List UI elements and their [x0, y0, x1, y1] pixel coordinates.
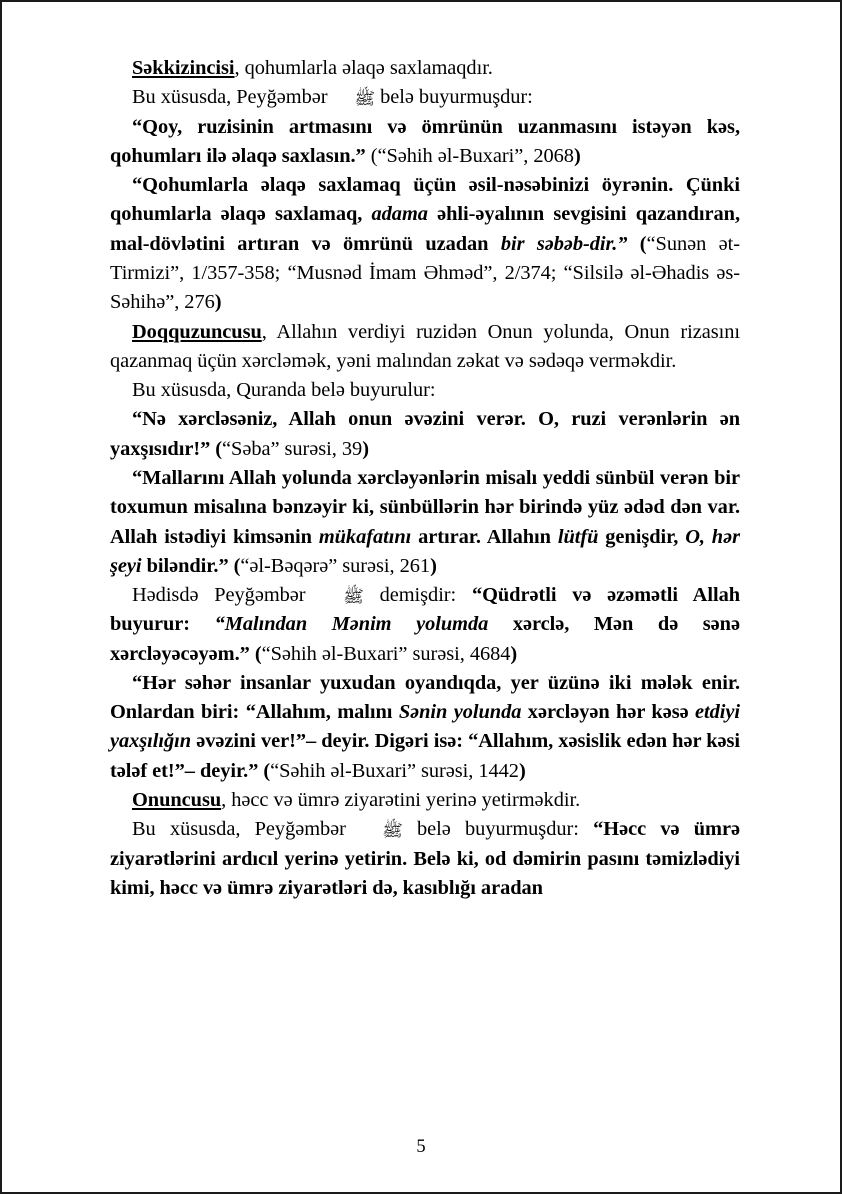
paragraph-12-hadith-quote — [110, 815, 740, 903]
quran-emphasis-lutfu: lütfü — [557, 525, 599, 548]
hadith-source-close-paren: ) — [214, 291, 222, 314]
quran-quote-part-3: genişdir, — [598, 525, 686, 548]
hadith-emphasis-bir-sebeb-dir: bir səbəb-dir.” — [500, 232, 628, 255]
quran-emphasis-mukafatini: mükafatını — [318, 525, 412, 548]
hadith-source-text: “Səhih əl-Buxari” surəsi, 1442 — [270, 759, 519, 782]
quran-source-text: “əl-Bəqərə” surəsi, 261 — [240, 554, 431, 577]
paragraph-11 — [110, 786, 740, 815]
paragraph-8-quran-quote — [110, 464, 740, 581]
quran-source-close-paren: ) — [430, 554, 437, 577]
paragraph-12-lead: Bu xüsusda, Peyğəmbər — [132, 818, 361, 841]
paragraph-6-text: Bu xüsusda, Quranda belə buyurulur: — [132, 379, 436, 402]
hadith-quote-text: “Həcc və ümrə ziyarətlərini ardıcıl yerinə yetirin. Belə ki, od dəmirin pasını təmizlədiyi kimi, həcc və ümrə ziyarətləri də, kasıblığı aradan — [110, 818, 740, 899]
paragraph-5-text: , Allahın verdiyi ruzidən Onun yolunda, Onun rizasını qazanmaq üçün xərcləmək, yəni malından zəkat və sədəqə verməkdir. — [110, 320, 740, 372]
hadith-emphasis-senin-yolunda: Sənin yolunda — [398, 701, 522, 724]
hadith-quote-part-1: “Qüdrətli və əzəmətli Allah buyurur: — [110, 584, 741, 636]
hadith-quote-part-2: xərcləyən hər kəsə — [521, 701, 696, 724]
paragraph-9-hadith-quote — [110, 581, 740, 669]
quran-source-open-paren: ( — [210, 437, 223, 460]
term-onuncusu: Onuncusu — [132, 789, 222, 812]
hadith-quote-part-2: əhli-əyalının sevgisini qazandıran, mal-dövlətini artıran və ömrünü uzadan — [110, 203, 740, 255]
paragraph-5 — [110, 318, 740, 377]
quran-quote-text: “Nə xərcləsəniz, Allah onun əvəzini verər. O, ruzi verənlərin ən yaxşısıdır!” — [110, 408, 740, 460]
hadith-emphasis-malindan-menim-yolumda: “Malından Mənim yolumda — [214, 613, 489, 636]
hadith-source-open-paren: ( — [249, 642, 262, 665]
hadith-quote-part-1: “Hər səhər insanlar yuxudan oyandıqda, yer üzünə iki mələk enir. Onlardan biri: “Allahım, malını — [110, 671, 740, 724]
hadith-source-text: “Səhih əl-Buxari” surəsi, 4684 — [261, 642, 511, 665]
hadith-quote-text: “Qoy, ruzisinin artmasını və ömrünün uzanmasını istəyən kəs, qohumları ilə əlaqə saxlasın.” — [110, 115, 740, 167]
page-body-text — [110, 54, 740, 903]
hadith-quote-part-2: xərclə, Mən də sənə xərcləyəcəyəm.” — [110, 613, 740, 665]
term-sekkizincisi: Səkkizincisi — [132, 57, 235, 79]
quran-source-close-paren: ) — [362, 437, 369, 460]
paragraph-2-tail: belə buyurmuşdur: — [375, 86, 533, 109]
hadith-source-close-paren: ) — [573, 144, 581, 167]
paragraph-10-hadith-quote — [110, 669, 740, 786]
hadith-quote-part-1: “Qohumlarla əlaqə saxlamaq üçün əsil-nəsəbinizi öyrənin. Çünki qohumlarla əlaqə saxlamaq, — [110, 174, 740, 226]
paragraph-1-text: , qohumlarla əlaqə saxlamaqdır. — [234, 57, 493, 79]
quran-emphasis-o-her-seyi: O, hər şeyi — [110, 525, 740, 577]
paragraph-7-quran-quote — [110, 405, 740, 464]
quran-quote-part-1: “Mallarını Allah yolunda xərcləyənlərin misalı yeddi sünbül verən bir toxumun misalına bənzəyir ki, sünbüllərin hər birində yüz ədəd dən var. Allah istədiyi kimsənin — [110, 466, 740, 548]
hadith-quote-part-3: əvəzini ver!”– deyir. Digəri isə: “Allahım, xəsislik edən hər kəsi tələf et!”– deyir.” — [110, 730, 740, 782]
hadith-source-close-paren: ) — [518, 759, 526, 782]
hadith-source-open-paren: ( — [627, 232, 647, 255]
paragraph-3-hadith-quote — [110, 113, 740, 172]
page-number: 5 — [416, 1137, 426, 1157]
paragraph-12-said: belə buyurmuşdur: — [402, 818, 594, 841]
quran-quote-part-4: biləndir.” — [141, 554, 229, 577]
quran-source-text: “Səba” surəsi, 39 — [222, 437, 363, 460]
hadith-emphasis-etdiyi-yaxsiligin: etdiyi yaxşılığın — [110, 701, 741, 753]
sallallahu-alayhi-wasallam-icon: ﷺ — [354, 89, 376, 110]
sallallahu-alayhi-wasallam-icon: ﷺ — [382, 821, 403, 842]
paragraph-9-lead: Hədisdə Peyğəmbər — [132, 584, 322, 607]
hadith-source-close-paren: ) — [510, 642, 518, 665]
paragraph-2-lead: Bu xüsusda, Peyğəmbər — [132, 86, 333, 109]
hadith-source-list: “Sunən ət-Tirmizi”, 1/357-358; “Musnəd İmam Əhməd”, 2/374; “Silsilə əl-Əhadis əs-Səhihə”, 276 — [110, 232, 740, 314]
paragraph-9-said: demişdir: — [363, 584, 472, 607]
quran-source-open-paren: ( — [228, 554, 241, 577]
hadith-source-text: (“Səhih əl-Buxari”, 2068 — [365, 144, 574, 167]
paragraph-2 — [110, 83, 740, 112]
paragraph-6 — [110, 376, 740, 405]
hadith-source-open-paren: ( — [258, 759, 271, 782]
hadith-emphasis-adama: adama — [371, 203, 428, 226]
term-doqquzuncusu: Doqquzuncusu — [132, 320, 262, 343]
paragraph-1 — [110, 54, 740, 83]
paragraph-11-text: , həcc və ümrə ziyarətini yerinə yetirməkdir. — [221, 789, 581, 812]
quran-quote-part-2: artırar. Allahın — [411, 525, 558, 548]
paragraph-4-hadith-quote — [110, 171, 740, 317]
sallallahu-alayhi-wasallam-icon: ﷺ — [343, 587, 364, 608]
